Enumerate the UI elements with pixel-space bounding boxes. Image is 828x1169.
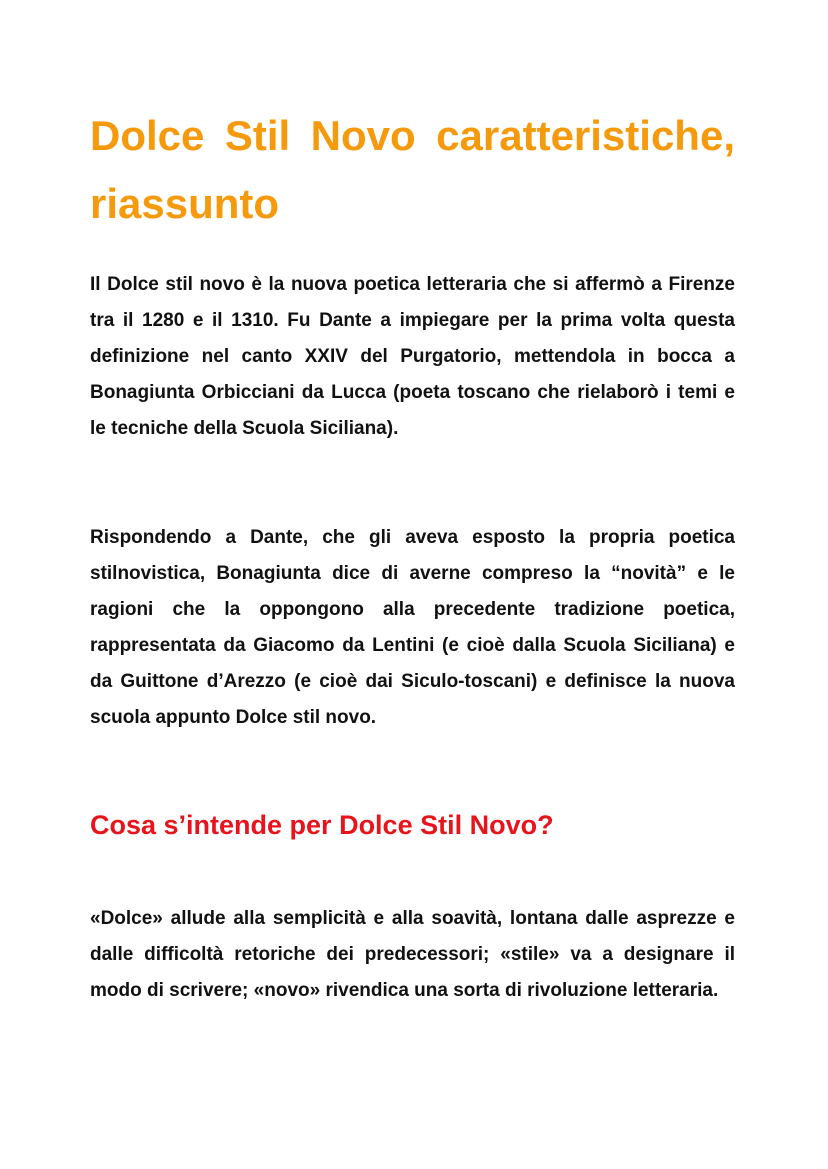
second-paragraph: Rispondendo a Dante, che gli aveva esposto la propria poetica stilnovistica, Bonagiunta dice di averne compreso la “novità” e le ragioni che la oppongono alla precedente tradizione poetica, rappresentata da Giacomo da Lentini (e cioè dalla Scuola Siciliana) e da Guittone d’Arezzo (e cioè dai Siculo-toscani) e definisce la nuova scuola appunto Dolce stil novo. — [90, 527, 735, 728]
section-heading: Cosa s’intende per Dolce Stil Novo? — [90, 810, 554, 840]
document-page — [90, 102, 735, 1009]
definition-paragraph: «Dolce» allude alla semplicità e alla soavità, lontana dalle asprezze e dalle difficoltà retoriche dei predecessori; «stile» va a designare il modo di scrivere; «novo» rivendica una sorta di rivoluzione letteraria. — [90, 908, 735, 1001]
page-title: Dolce Stil Novo caratteristiche, riassunto — [90, 112, 735, 227]
intro-paragraph: Il Dolce stil novo è la nuova poetica letteraria che si affermò a Firenze tra il 1280 e il 1310. Fu Dante a impiegare per la prima volta questa definizione nel canto XXIV del Purgatorio, mettendola in bocca a Bonagiunta Orbicciani da Lucca (poeta toscano che rielaborò i temi e le tecniche della Scuola Siciliana). — [90, 274, 735, 439]
